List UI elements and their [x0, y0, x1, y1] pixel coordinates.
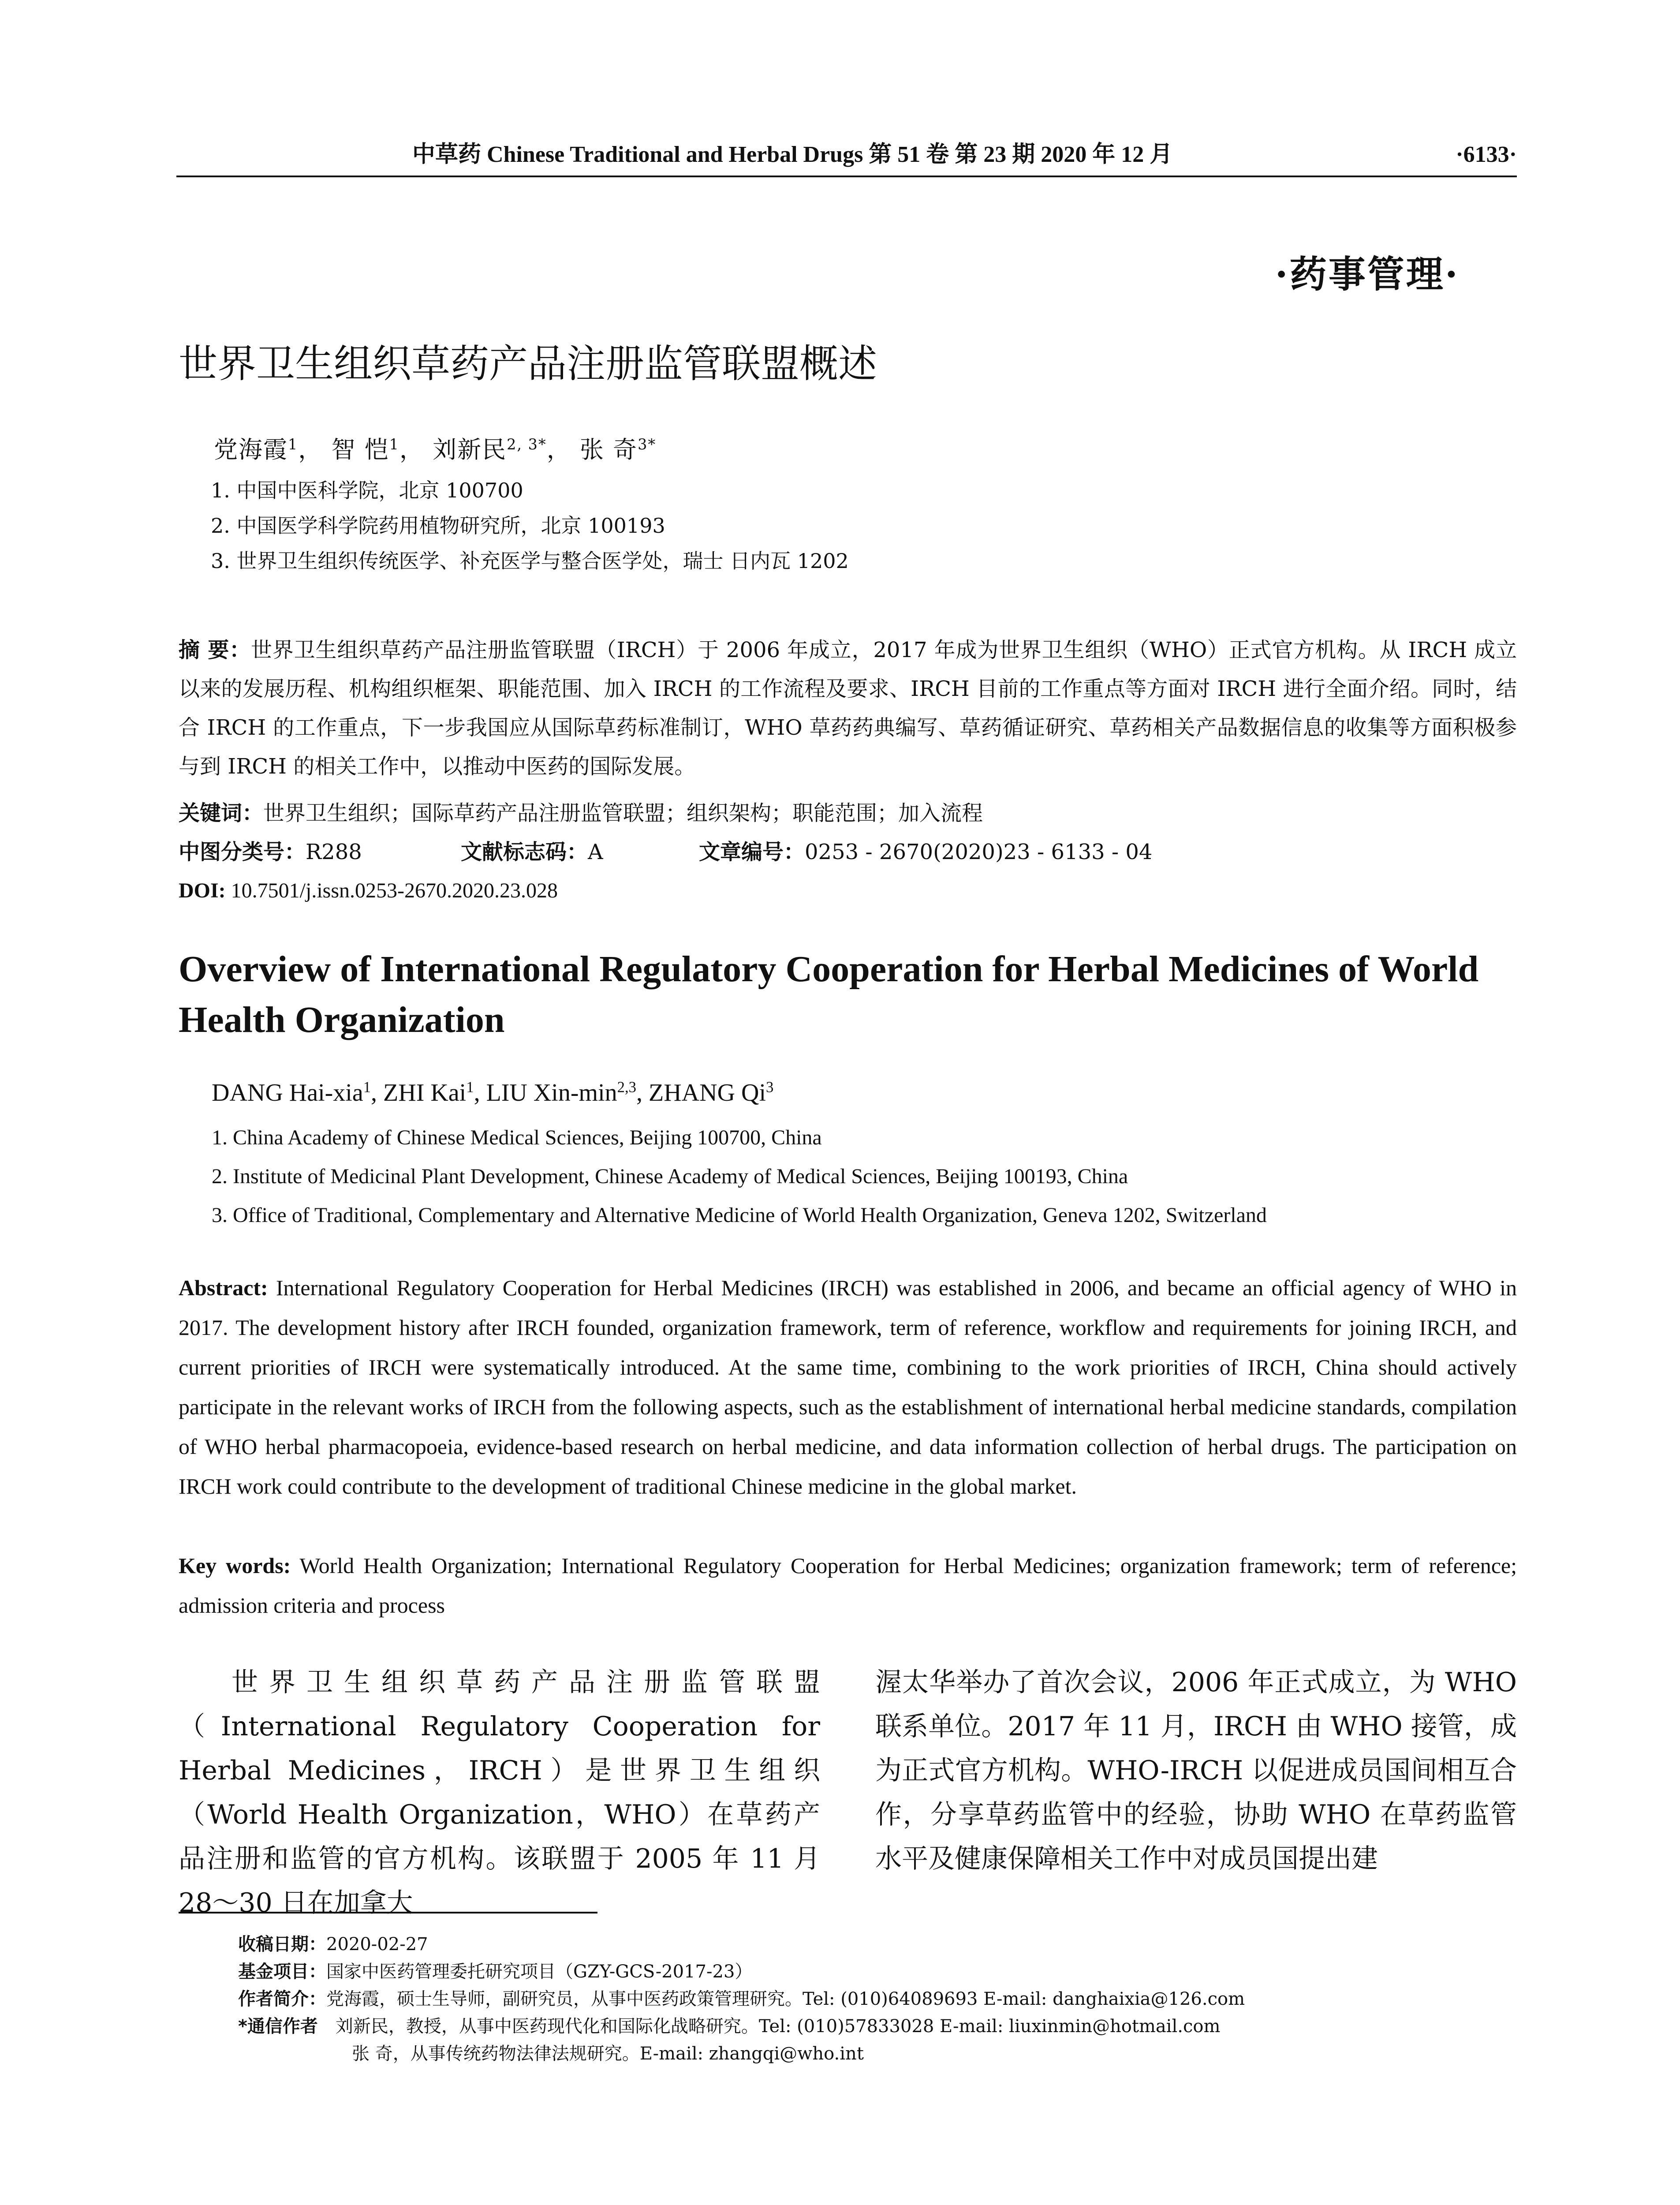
title-cn: 世界卫生组织草药产品注册监管联盟概述: [179, 341, 877, 386]
affiliation-cn: 3. 世界卫生组织传统医学、补充医学与整合医学处，瑞士 日内瓦 1202: [211, 549, 849, 573]
footnote-corresponding: [238, 2013, 1245, 2040]
author-name: ZHI Kai: [383, 1079, 467, 1106]
abstract-en-text: International Regulatory Cooperation for Herbal Medicines (IRCH) was established in 2006, and became an official agency of WHO in 2017. The development history after IRCH founded, organization framework, term of reference, workflow and requirements for joining IRCH, and current priorities of IRCH were systematically introduced. At the same time, combining to the work priorities of IRCH, China should actively participate in the relevant works of IRCH from the following aspects, such as the establishment of international herbal medicine standards, compilation of WHO herbal pharmacopoeia, evidence-based research on herbal medicine, and data information collection of herbal drugs. The participation on IRCH work could contribute to the development of traditional Chinese medicine in the global market.: [179, 1275, 1517, 1499]
authors-cn: 党海霞$^1$， 智 恺$^1$， 刘新民$^{2, 3*}$， 张 奇$^{3*}$: [214, 436, 657, 463]
abstract-cn: [179, 631, 1517, 786]
article-number: [699, 833, 1152, 871]
doc-label: 文献标志码：: [461, 840, 588, 864]
footnote-text: 刘新民，教授，从事中医药现代化和国际化战略研究。Tel: (010)57833028 E-mail: liuxinmin@hotmail.com: [335, 2016, 1221, 2037]
keywords-cn-label: 关键词：: [179, 801, 264, 826]
affiliation-en: 1. China Academy of Chinese Medical Sciences, Beijing 100700, China: [212, 1126, 822, 1149]
footnote-text: 国家中医药管理委托研究项目（GZY-GCS-2017-23）: [326, 1962, 753, 1982]
author-name: ZHANG Qi: [649, 1079, 766, 1106]
author-sup: 2, 3*: [507, 436, 547, 453]
header-rule: [176, 176, 1517, 177]
author-sup: 1: [363, 1078, 371, 1096]
clc-value: R288: [306, 840, 362, 864]
author-sup: 3*: [638, 436, 657, 453]
author-sup: 1: [288, 436, 299, 453]
authors-en: DANG Hai-xia$^1$, ZHI Kai$^1$, LIU Xin-$\min^{2,3}$, ZHANG Qi$^3$: [212, 1078, 774, 1106]
keywords-en: [179, 1546, 1517, 1625]
footnote-label: *通信作者: [238, 2016, 318, 2037]
keywords-cn-text: 世界卫生组织；国际草药产品注册监管联盟；组织架构；职能范围；加入流程: [263, 801, 983, 826]
footnote-author: [238, 1985, 1245, 2013]
author-sup: 1: [466, 1078, 474, 1096]
section-label: ·药事管理·: [1275, 252, 1460, 296]
abstract-en-label: Abstract:: [179, 1275, 268, 1300]
footnote-text: 党海霞，硕士生导师，副研究员，从事中医药政策管理研究。Tel: (010)64089693 E-mail: danghaixia@126.com: [326, 1989, 1245, 2009]
keywords-cn: [179, 794, 983, 833]
author-sup: 2,3: [617, 1078, 637, 1096]
affiliation-cn: 1. 中国中医科学院，北京 100700: [211, 478, 523, 502]
author-name: 张 奇: [579, 436, 638, 463]
footnote-label: 基金项目：: [238, 1962, 326, 1982]
abstract-en: [179, 1268, 1517, 1506]
footnote-label: 收稿日期：: [238, 1934, 326, 1955]
document-code: [461, 833, 603, 871]
article-label: 文章编号：: [699, 840, 805, 864]
title-en: Overview of International Regulatory Cooperation for Herbal Medicines of World Health Organization: [179, 949, 1479, 1040]
doi-label: DOI:: [179, 879, 226, 902]
author-name: 刘新民: [433, 436, 507, 463]
footnote-corresponding-2: 张 奇，从事传统药物法律法规研究。E-mail: zhangqi@who.int: [352, 2044, 864, 2064]
page-number: ·6133·: [1456, 142, 1517, 167]
clc-label: 中图分类号：: [179, 840, 306, 864]
author-name: 智 恺: [331, 436, 389, 463]
running-header: [176, 139, 1517, 171]
author-name: 党海霞: [214, 436, 288, 463]
footnotes: [238, 1931, 1245, 2067]
footnote-received: [238, 1931, 1245, 1958]
journal-info: 中草药 Chinese Traditional and Herbal Drugs 第 51 卷 第 23 期 2020 年 12 月: [412, 142, 1173, 167]
author-name: DANG Hai-xia: [212, 1079, 363, 1106]
doc-value: A: [588, 840, 603, 864]
affiliation-cn: 2. 中国医学科学院药用植物研究所，北京 100193: [211, 514, 665, 538]
doi-link[interactable]: 10.7501/j.issn.0253-2670.2020.23.028: [231, 879, 558, 902]
author-sup: 1: [389, 436, 399, 453]
footnote-text: 2020-02-27: [326, 1934, 428, 1955]
affiliation-en: 3. Office of Traditional, Complementary and Alternative Medicine of World Health Organization, Geneva 1202, Switzerland: [212, 1203, 1267, 1227]
footnote-label: 作者简介：: [238, 1989, 326, 2009]
abstract-cn-label: 摘 要：: [179, 638, 251, 662]
affiliation-en: 2. Institute of Medicinal Plant Development, Chinese Academy of Medical Sciences, Beijing 100193, China: [212, 1165, 1128, 1188]
doi: [179, 871, 558, 910]
abstract-cn-text: 世界卫生组织草药产品注册监管联盟（IRCH）于 2006 年成立，2017 年成为世界卫生组织（WHO）正式官方机构。从 IRCH 成立以来的发展历程、机构组织框架、职能范围、加入 IRCH 的工作流程及要求、IRCH 目前的工作重点等方面对 IRCH 进行全面介绍。同时，结合 IRCH 的工作重点，下一步我国应从国际草药标准制订，WHO 草药药典编写、草药循证研究、草药相关产品数据信息的收集等方面积极参与到 IRCH 的相关工作中，以推动中医药的国际发展。: [179, 638, 1517, 779]
keywords-en-text: World Health Organization; International Regulatory Cooperation for Herbal Medicines; organization framework; term of reference; admission criteria and process: [179, 1553, 1517, 1618]
author-name: LIU Xin-min: [486, 1079, 617, 1106]
article-value: 0253 - 2670(2020)23 - 6133 - 04: [805, 840, 1153, 864]
clc-number: [179, 833, 362, 871]
keywords-en-label: Key words:: [179, 1553, 291, 1578]
author-sup: 3: [766, 1078, 774, 1096]
classification-line: [179, 833, 1517, 871]
footnote-rule: [179, 1912, 597, 1913]
body-column-left: 世界卫生组织草药产品注册监管联盟（International Regulatory Cooperation for Herbal Medicines，IRCH）是世界卫生组织（World Health Organization，WHO）在草药产品注册和监管的官方机构。该联盟于 2005 年 11 月 28～30 日在加拿大: [179, 1667, 820, 1918]
footnote-fund: [238, 1958, 1245, 1985]
body-column-right: 渥太华举办了首次会议，2006 年正式成立，为 WHO 联系单位。2017 年 11 月，IRCH 由 WHO 接管，成为正式官方机构。WHO-IRCH 以促进成员国间相互合作，分享草药监管中的经验，协助 WHO 在草药监管水平及健康保障相关工作中对成员国提出建: [875, 1667, 1517, 1874]
